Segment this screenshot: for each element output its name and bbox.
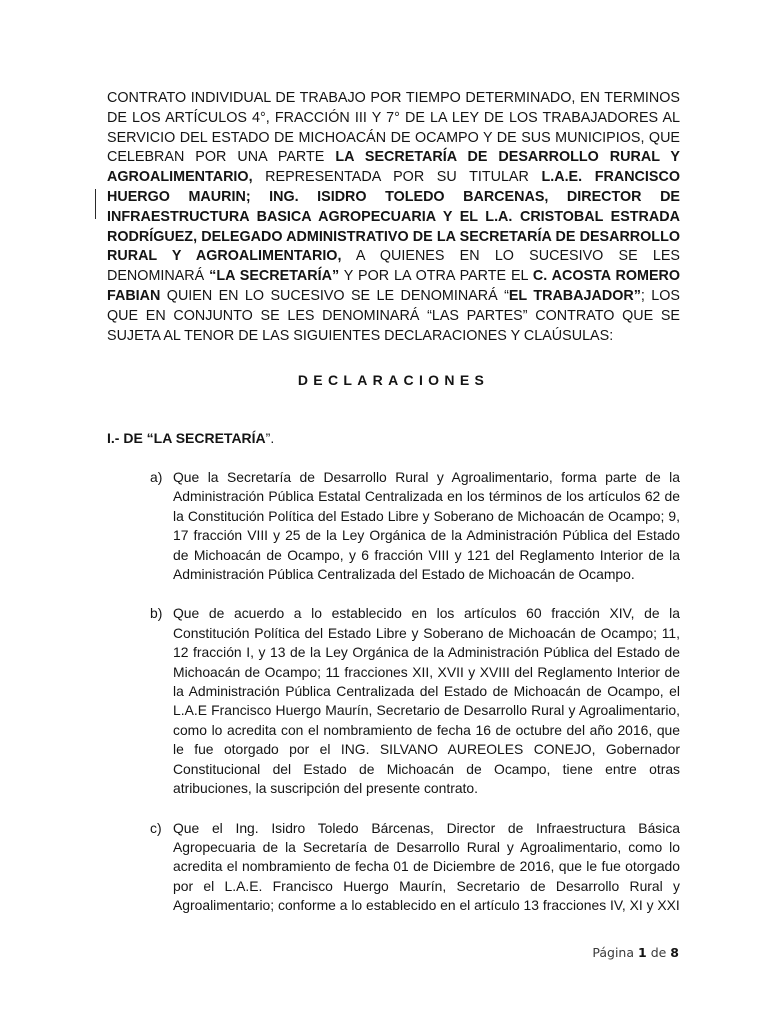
section-title-bold: I.- DE “LA SECRETARÍA [107,430,266,446]
intro-bold-la-secretaria: “LA SECRETARÍA” [209,268,340,285]
footer-label: Página [592,945,635,960]
intro-bold-el-trabajador: EL TRABAJADOR” [508,287,641,304]
item-text: Que de acuerdo a lo establecido en los artículos 60 fracción XIV, de la Constitución Política del Estado Libre y Soberano de Michoacán de Ocampo; 11, 12 fracción I, y 13 de la Ley Orgánica de la Administración Pública del Estado de Michoacán de Ocampo; 11 fracciones XII, XVII y XVIII del Reglamento Interior de la Administración Pública Centralizada del Estado de Michoacán de Ocampo, el L.A.E Francisco Huergo Maurín, Secretario de Desarrollo Rural y Agroalimentario, como lo acredita con el nombramiento de fecha 16 de octubre del año 2016, que le fue otorgado por el ING. SILVANO AUREOLES CONEJO, Gobernador Constitucional del Estado de Michoacán de Ocampo, tiene entre otras atribuciones, la suscripción del presente contrato. [173,605,680,797]
page-number-footer [592,945,679,960]
intro-text-6: ; LOS QUE EN CONJUNTO SE LES DENOMINARÁ “LAS PARTES” CONTRATO QUE SE SUJETA AL TENOR DE LAS SIGUIENTES DECLARACIONES Y CLAÚSULAS: [107,287,680,344]
intro-bold-secretaria: LA SECRETARÍA DE DESARROLLO RURAL Y AGROALIMENTARIO, [107,149,681,186]
footer-current-page: 1 [638,945,647,960]
list-item [150,819,680,916]
intro-text-1: CONTRATO INDIVIDUAL DE TRABAJO POR TIEMPO DETERMINADO, EN TERMINOS DE LOS ARTÍCULOS 4°, FRACCIÓN III Y 7° DE LA LEY DE LOS TRABAJADORES AL SERVICIO DEL ESTADO DE MICHOACÁN DE OCAMPO Y DE SUS MUNICIPIOS, QUE CELEBRAN POR UNA PARTE [107,90,680,166]
declarations-list [150,468,680,936]
item-letter: c) [150,819,162,836]
intro-bold-worker-name: C. ACOSTA ROMERO FABIAN [107,268,681,304]
footer-sep: de [650,945,667,960]
declarations-heading: DECLARACIONES [297,372,490,388]
list-item [150,468,680,584]
margin-revision-mark [95,189,96,219]
list-item [150,604,680,798]
intro-text-2: REPRESENTADA POR SU TITULAR [252,169,542,186]
section-title-end: ”. [265,430,275,446]
footer-total-pages: 8 [670,945,679,960]
intro-text-5: QUIEN EN LO SUCESIVO SE LE DENOMINARÁ “ [160,287,509,304]
section-title [107,430,274,446]
intro-text-3: A QUIENES EN LO SUCESIVO SE LES DENOMINARÁ [107,248,680,285]
item-letter: b) [150,605,163,622]
intro-text-4: Y POR LA OTRA PARTE EL [339,268,533,285]
item-text: Que la Secretaría de Desarrollo Rural y Agroalimentario, forma parte de la Administración Pública Estatal Centralizada en los términos de los artículos 62 de la Constitución Política del Estado Libre y Soberano de Michoacán de Ocampo; 9, 17 fracción VIII y 25 de la Ley Orgánica de la Administración Pública del Estado de Michoacán de Ocampo, y 6 fracción VIII y 121 del Reglamento Interior de la Administración Pública Centralizada del Estado de Michoacán de Ocampo. [173,469,680,583]
item-text: Que el Ing. Isidro Toledo Bárcenas, Director de Infraestructura Básica Agropecuaria de la Secretaría de Desarrollo Rural y Agroalimentario, como lo acredita el nombramiento de fecha 01 de Diciembre de 2016, que le fue otorgado por el L.A.E. Francisco Huergo Maurín, Secretario de Desarrollo Rural y Agroalimentario; conforme a lo establecido en el artículo 13 fracciones IV, XI y XXI [173,819,680,914]
item-letter: a) [150,469,163,485]
contract-intro-paragraph [107,89,680,346]
intro-bold-signatories: L.A.E. FRANCISCO HUERGO MAURIN; ING. ISIDRO TOLEDO BARCENAS, DIRECTOR DE INFRAESTRUCTURA BASICA AGROPECUARIA Y EL L.A. CRISTOBAL ESTRADA RODRÍGUEZ, DELEGADO ADMINISTRATIVO DE LA SECRETARÍA DE DESARROLLO RURAL Y AGROALIMENTARIO, [107,169,680,265]
